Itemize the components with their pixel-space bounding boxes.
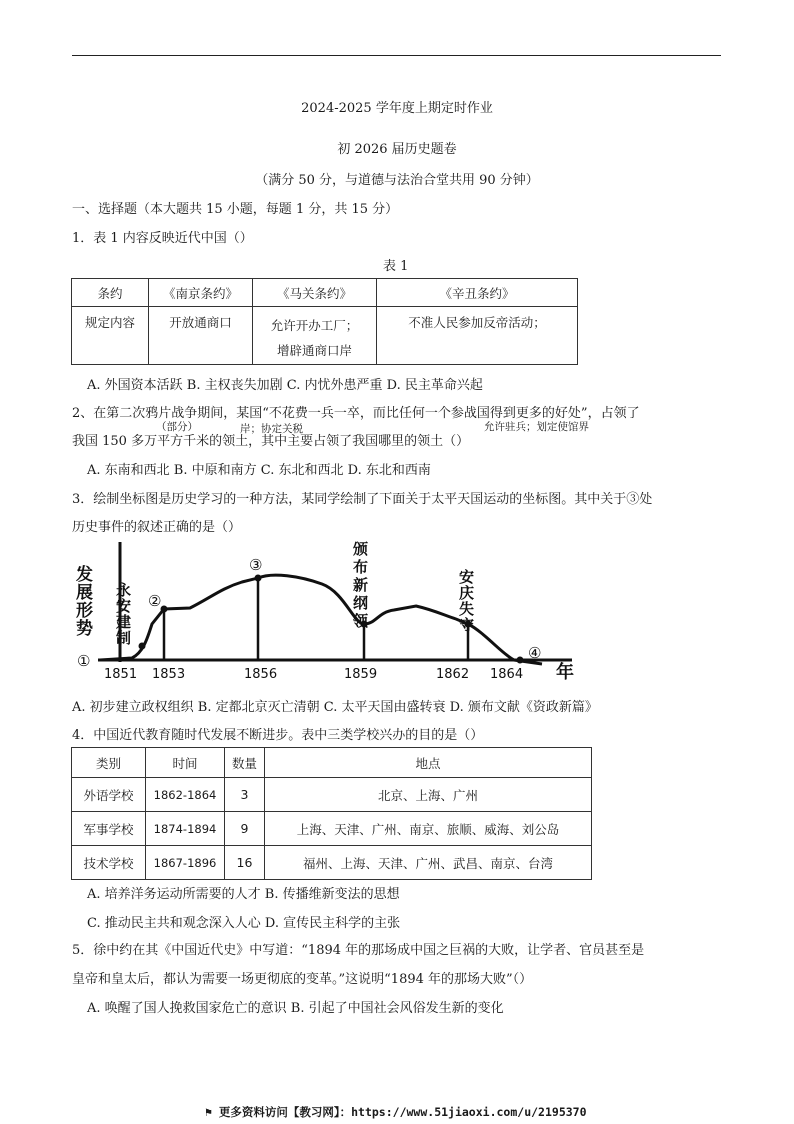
treaty-table-cell: 开放通商口 bbox=[149, 307, 253, 365]
event-point bbox=[517, 657, 524, 664]
treaty-table-cell bbox=[253, 307, 377, 365]
school-count: 9 bbox=[225, 812, 265, 846]
school-count: 16 bbox=[225, 846, 265, 880]
treaty-table-row-label: 规定内容 bbox=[72, 307, 149, 365]
taiping-chart bbox=[72, 540, 612, 685]
marker-3: ③ bbox=[249, 556, 263, 574]
question-5-options-line1: A. 唤醒了国人挽救国家危亡的意识 B. 引起了中国社会风俗发生新的变化 bbox=[87, 1001, 504, 1016]
question-5-stem-line2: 皇帝和皇太后，都认为需要一场更彻底的变革。”这说明“1894 年的那场大败”（） bbox=[72, 972, 533, 987]
y-axis-label-char-3: 形 bbox=[76, 601, 93, 621]
question-4-stem: 4．中国近代教育随时代发展不断进步。表中三类学校兴办的目的是（） bbox=[72, 728, 484, 743]
question-2-stem-line1: 2、在第二次鸦片战争期间，某国“不花费一兵一卒，而比任何一个参战国得到更多的好处”，占领了 bbox=[72, 406, 640, 421]
school-period: 1874-1894 bbox=[146, 812, 225, 846]
event-point bbox=[139, 643, 146, 650]
x-tick-label: 1859 bbox=[344, 667, 378, 682]
marker-4: ④ bbox=[528, 644, 542, 662]
y-axis-label-char-1: 发 bbox=[76, 565, 93, 585]
table-row bbox=[72, 812, 592, 846]
annotation-new-program: 颁布新纲领 bbox=[353, 540, 369, 630]
annotation-yongan: 永安建制 bbox=[116, 581, 132, 647]
table-1-caption: 表 1 bbox=[383, 259, 409, 274]
question-2-stem-line2: 我国 150 多万平方千米的领土，其中主要占领了我国哪里的领土（） bbox=[72, 434, 470, 449]
exam-title: 2024-2025 学年度上期定时作业 bbox=[301, 101, 493, 116]
y-axis-label bbox=[75, 564, 99, 639]
question-4-options-line1: A. 培养洋务运动所需要的人才 B. 传播维新变法的思想 bbox=[87, 887, 400, 902]
school-count: 3 bbox=[225, 778, 265, 812]
question-3-stem-line1: 3．绘制坐标图是历史学习的一种方法，某同学绘制了下面关于太平天国运动的坐标图。其中关于③处 bbox=[72, 492, 653, 507]
trend-line bbox=[100, 575, 542, 664]
overflow-text: 允许驻兵；划定使馆界 bbox=[484, 421, 589, 433]
treaty-table-cell: 不准人民参加反帝活动； bbox=[377, 307, 578, 365]
school-table bbox=[71, 747, 592, 880]
treaty-table-cell-line: 允许开办工厂； bbox=[270, 318, 359, 333]
flag-icon: ⚑ bbox=[205, 1105, 219, 1119]
x-tick-label: 1853 bbox=[152, 667, 186, 682]
treaty-table-header: 条约 bbox=[72, 279, 149, 307]
event-point bbox=[161, 606, 168, 613]
x-tick-label: 1862 bbox=[436, 667, 470, 682]
exam-subtitle: 初 2026 届历史题卷 bbox=[337, 142, 457, 157]
school-locations: 北京、上海、广州 bbox=[265, 778, 592, 812]
y-axis-label-char-4: 势 bbox=[76, 619, 93, 639]
school-table-header: 时间 bbox=[146, 748, 225, 778]
footer-link[interactable] bbox=[205, 1104, 587, 1120]
treaty-table bbox=[71, 278, 578, 365]
question-4-options-line2: C. 推动民主共和观念深入人心 D. 宣传民主科学的主张 bbox=[87, 916, 401, 931]
event-point bbox=[255, 575, 262, 582]
school-table-header: 数量 bbox=[225, 748, 265, 778]
question-3-options: A. 初步建立政权组织 B. 定都北京灭亡清朝 C. 太平天国由盛转衰 D. 颁布文献《资政新篇》 bbox=[72, 700, 598, 715]
overflow-text: （部分） bbox=[156, 421, 198, 433]
footer-text: 更多资料访问【教习网】：https://www.51jiaoxi.com/u/2195370 bbox=[218, 1105, 587, 1119]
treaty-table-header: 《马关条约》 bbox=[253, 279, 377, 307]
school-period: 1867-1896 bbox=[146, 846, 225, 880]
school-table-header: 地点 bbox=[265, 748, 592, 778]
marker-2: ② bbox=[148, 592, 162, 610]
table-row bbox=[72, 846, 592, 880]
school-category: 外语学校 bbox=[72, 778, 146, 812]
table-row bbox=[72, 778, 592, 812]
treaty-table-header: 《辛丑条约》 bbox=[377, 279, 578, 307]
question-5-stem-line1: 5．徐中约在其《中国近代史》中写道：“1894 年的那场成中国之巨祸的大败，让学者、官员甚至是 bbox=[72, 943, 645, 958]
treaty-table-header: 《南京条约》 bbox=[149, 279, 253, 307]
annotation-anqing: 安庆失守 bbox=[459, 568, 475, 634]
treaty-table-cell-line: 增辟通商口岸 bbox=[276, 343, 352, 358]
question-1-options: A. 外国资本活跃 B. 主权丧失加剧 C. 内忧外患严重 D. 民主革命兴起 bbox=[87, 378, 483, 393]
x-tick-label: 1856 bbox=[244, 667, 278, 682]
school-category: 军事学校 bbox=[72, 812, 146, 846]
marker-1: ① bbox=[77, 652, 91, 670]
school-table-header: 类别 bbox=[72, 748, 146, 778]
question-2-options: A. 东南和西北 B. 中原和南方 C. 东北和西北 D. 东北和西南 bbox=[87, 463, 431, 478]
question-3-stem-line2: 历史事件的叙述正确的是（） bbox=[72, 520, 242, 535]
question-1-stem: 1．表 1 内容反映近代中国（） bbox=[72, 231, 253, 246]
top-rule bbox=[72, 55, 721, 56]
x-axis-label: 年 bbox=[556, 662, 574, 683]
school-locations: 福州、上海、天津、广州、武昌、南京、台湾 bbox=[265, 846, 592, 880]
exam-score-note: （满分 50 分，与道德与法治合堂共用 90 分钟） bbox=[255, 173, 539, 188]
x-tick-label: 1864 bbox=[490, 667, 524, 682]
x-tick-label: 1851 bbox=[104, 667, 138, 682]
school-period: 1862-1864 bbox=[146, 778, 225, 812]
y-axis-label-char-2: 展 bbox=[76, 583, 93, 603]
school-locations: 上海、天津、广州、南京、旅顺、威海、刘公岛 bbox=[265, 812, 592, 846]
overflow-text: 岸；协定关税 bbox=[240, 423, 303, 435]
section-heading: 一、选择题（本大题共 15 小题，每题 1 分，共 15 分） bbox=[72, 202, 399, 217]
school-category: 技术学校 bbox=[72, 846, 146, 880]
